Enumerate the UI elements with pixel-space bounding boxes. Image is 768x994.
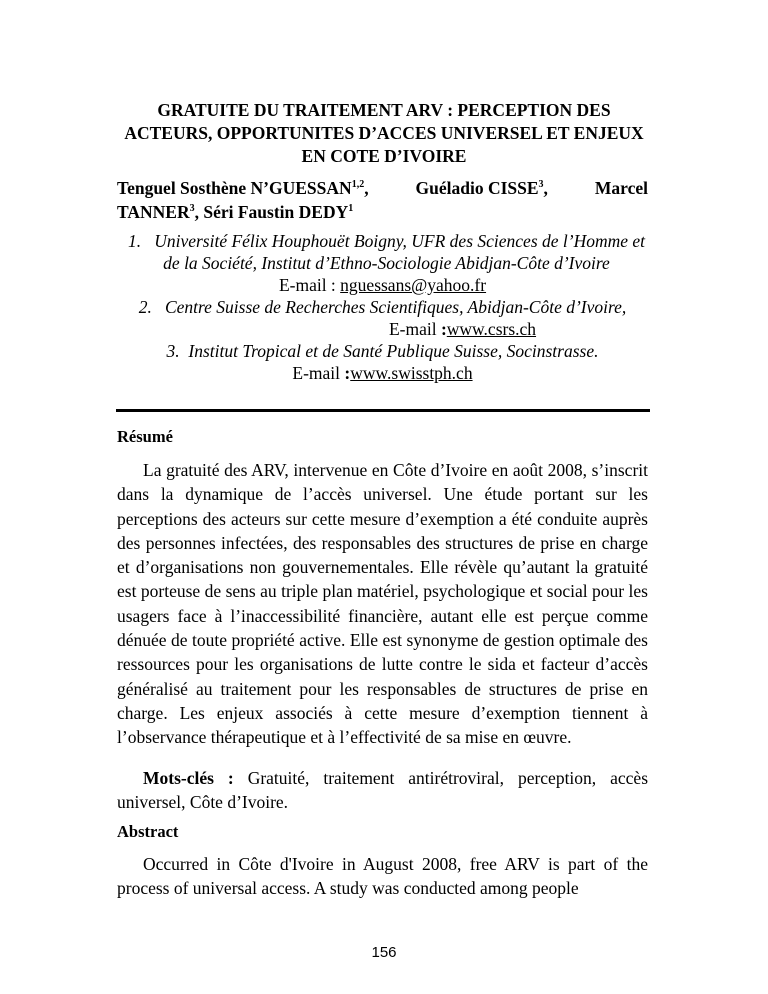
affiliation-2: 2. Centre Suisse de Recherches Scientifiques, Abidjan-Côte d’Ivoire, [138, 297, 627, 317]
email-link-1[interactable]: nguessans@yahoo.fr [340, 275, 487, 295]
keywords [117, 766, 648, 815]
abstract-paragraph: Occurred in Côte d'Ivoire in August 2008, free ARV is part of the process of universal access. A study was conducted among people [117, 854, 648, 899]
author-list [117, 176, 648, 224]
paper-title: GRATUITE DU TRAITEMENT ARV : PERCEPTION DES ACTEURS, OPPORTUNITES D’ACCES UNIVERSEL ET ENJEUX EN COTE D’IVOIRE [124, 100, 644, 166]
author-3-first: Marcel [594, 178, 648, 198]
resume-heading: Résumé [117, 427, 173, 446]
affiliations [117, 230, 648, 384]
affiliation-1-email: E-mail : nguessans@yahoo.fr [278, 275, 487, 295]
author-line-1 [117, 176, 648, 200]
author-1: Tenguel Sosthène N’GUESSAN$^{1,2}$, [117, 178, 369, 198]
abstract-heading: Abstract [117, 822, 179, 841]
website-link-3[interactable]: www.swisstph.ch [350, 363, 473, 383]
author-2: Guéladio CISSE$^3$, [415, 178, 548, 198]
section-divider [116, 409, 650, 412]
affiliation-1: 1. Université Félix Houphouët Boigny, UFR des Sciences de l’Homme et de la Société, Institut d’Ethno-Sociologie Abidjan-Côte d’Ivoire [127, 231, 646, 273]
website-link-2[interactable]: www.csrs.ch [446, 319, 537, 339]
author-4: Séri Faustin DEDY$^1$ [203, 202, 354, 222]
keywords-text: Gratuité, traitement antirétroviral, perception, accès universel, Côte d’Ivoire. [117, 768, 649, 813]
keywords-label: Mots-clés : [143, 768, 234, 788]
page-number: 156 [371, 944, 397, 961]
resume-paragraph: La gratuité des ARV, intervenue en Côte d’Ivoire en août 2008, s’inscrit dans la dynamique de l’accès universel. Une étude portant sur les perceptions des acteurs sur cette mesure d’exemption a été conduite auprès des personnes infectées, des responsables des structures de prise en charge et d’organisations non gouvernementales. Elle révèle qu’autant la gratuité est porteuse de sens au triple plan matériel, psychologique et social pour les usagers face à l’inaccessibilité financière, autant elle est perçue comme dénuée de toute propriété active. Elle est synonyme de gestion optimale des ressources pour les organisations de lutte contre le sida et facteur d’accès généralisé au traitement pour les responsables de structures de prise en charge. Les enjeux associés à cette mesure d’exemption tiennent à l’observance thérapeutique et à l’effectivité de sa mise en œuvre. [117, 460, 648, 748]
author-line-2 [117, 200, 648, 224]
affiliation-3: 3. Institut Tropical et de Santé Publique Suisse, Socinstrasse. [166, 341, 599, 361]
affiliation-3-email: E-mail :www.swisstph.ch [292, 363, 473, 383]
affiliation-2-email: E-mail :www.csrs.ch [388, 319, 537, 339]
author-3-last: TANNER$^3$, [117, 202, 199, 222]
